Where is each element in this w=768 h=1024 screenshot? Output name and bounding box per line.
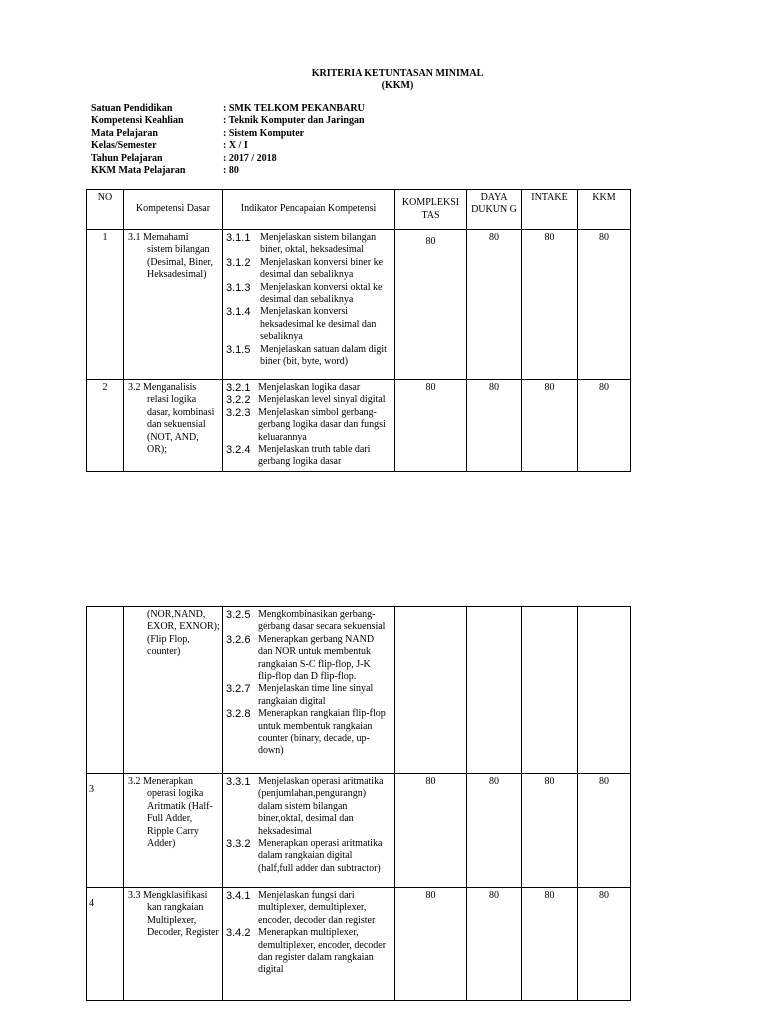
- cell-no: 4: [87, 888, 124, 1001]
- indicator-item: 3.3.2 Menerapkan operasi aritmatika dalam rangkaian digital (half,full adder dan subtractor): [226, 838, 383, 874]
- cell-kkm: 80: [578, 230, 631, 380]
- info-value: : Sistem Komputer: [223, 127, 305, 139]
- cell-kompleksitas: 80: [395, 774, 467, 888]
- indicator-item: 3.2.2 Menjelaskan level sinyal digital: [226, 394, 386, 407]
- info-value: : X / I: [223, 140, 248, 152]
- kkm-table-part-2: [86, 606, 631, 1001]
- cell-kompleksitas: 80: [395, 230, 467, 380]
- title-line-2: (KKM): [381, 80, 414, 91]
- indicator-item: 3.2.5 Mengkombinasikan gerbang-gerbang dasar secara sekuensial: [226, 609, 386, 633]
- document-title: [0, 68, 768, 92]
- cell-daya-dukung: 80: [467, 888, 522, 1001]
- header-kkm: KKM: [578, 190, 631, 230]
- cell-kkm: [578, 607, 631, 774]
- indicator-item: 3.2.3 Menjelaskan simbol gerbang-gerbang logika dasar dan fungsi keluarannya: [226, 406, 386, 443]
- indicator-item: 3.3.1 Menjelaskan operasi aritmatika (penjumlahan,pengurangn) dalam sistem bilangan biner,oktal, desimal dan heksadesimal: [226, 776, 384, 837]
- header-daya-dukung: DAYA DUKUN G: [467, 190, 522, 230]
- cell-kkm: 80: [578, 888, 631, 1001]
- cell-intake: 80: [522, 774, 578, 888]
- cell-indikator: [223, 888, 395, 1001]
- cell-intake: 80: [522, 888, 578, 1001]
- cell-daya-dukung: 80: [467, 230, 522, 380]
- indicator-item: 3.1.2 Menjelaskan konversi biner ke desimal dan sebaliknya: [226, 256, 384, 281]
- cell-daya-dukung: [467, 607, 522, 774]
- kkm-table-part-1: [86, 189, 631, 472]
- indicator-item: 3.2.8 Menerapkan rangkaian flip-flop untuk membentuk rangkaian counter (binary, decade, up-down): [226, 708, 386, 757]
- indicator-item: 3.4.2 Menerapkan multiplexer, demultiplexer, encoder, decoder dan register dalam rangkaian digital: [226, 927, 387, 976]
- cell-kompetensi-dasar: 3.1 Memahami sistem bilangan (Desimal, Biner, Heksadesimal): [124, 230, 223, 380]
- info-row: [91, 153, 365, 165]
- cell-kompetensi-dasar: 3.3 Mengklasifikasi kan rangkaian Multiplexer, Decoder, Register: [124, 888, 223, 1001]
- cell-indikator: [223, 230, 395, 380]
- info-value: : 80: [223, 165, 239, 177]
- header-indikator: Indikator Pencapaian Kompetensi: [223, 190, 395, 230]
- cell-no: 2: [87, 380, 124, 472]
- info-label: Tahun Pelajaran: [91, 152, 163, 164]
- indicator-item: 3.2.6 Menerapkan gerbang NAND dan NOR untuk membentuk rangkaian S-C flip-flop, J-K flip-flop dan D flip-flop.: [226, 633, 375, 683]
- info-label: Kelas/Semester: [91, 140, 157, 152]
- info-label: Kompetensi Keahlian: [91, 115, 184, 127]
- info-row: [91, 140, 365, 152]
- cell-kompetensi-dasar: 3.2 Menganalisis relasi logika dasar, kombinasi dan sekuensial (NOT, AND, OR);: [124, 380, 223, 472]
- table-row: [87, 230, 631, 380]
- info-label: Mata Pelajaran: [91, 127, 158, 139]
- indicator-item: 3.2.1 Menjelaskan logika dasar: [226, 382, 361, 394]
- info-row: [91, 103, 365, 115]
- header-kompetensi-dasar: Kompetensi Dasar: [124, 190, 223, 230]
- cell-indikator: [223, 607, 395, 774]
- indicator-item: 3.1.3 Menjelaskan konversi oktal ke desimal dan sebaliknya: [226, 281, 383, 306]
- indicator-item: 3.4.1 Menjelaskan fungsi dari multiplexer, demultiplexer, encoder, decoder dan register: [226, 890, 376, 926]
- info-value: : SMK TELKOM PEKANBARU: [223, 103, 365, 114]
- cell-intake: [522, 607, 578, 774]
- cell-kkm: 80: [578, 380, 631, 472]
- indicator-item: 3.1.4 Menjelaskan konversi heksadesimal ke desimal dan sebaliknya: [226, 306, 377, 343]
- table-row: [87, 607, 631, 774]
- table-row: [87, 888, 631, 1001]
- cell-daya-dukung: 80: [467, 380, 522, 472]
- info-row: [91, 115, 365, 127]
- header-no: NO: [87, 190, 124, 230]
- cell-intake: 80: [522, 380, 578, 472]
- cell-kkm: 80: [578, 774, 631, 888]
- identity-block: [91, 103, 365, 177]
- cell-kompleksitas: 80: [395, 888, 467, 1001]
- info-value: : Teknik Komputer dan Jaringan: [223, 115, 365, 127]
- cell-kompleksitas: 80: [395, 380, 467, 472]
- info-label: KKM Mata Pelajaran: [91, 165, 186, 177]
- indicator-item: 3.1.1 Menjelaskan sistem bilangan biner, oktal, heksadesimal: [226, 232, 377, 256]
- table-header-row: [87, 190, 631, 230]
- cell-indikator: [223, 774, 395, 888]
- info-row: [91, 165, 365, 177]
- table-row: [87, 380, 631, 472]
- title-line-1: KRITERIA KETUNTASAN MINIMAL: [311, 68, 484, 79]
- info-value: : 2017 / 2018: [223, 152, 277, 164]
- info-row: [91, 128, 365, 140]
- indicator-item: 3.2.4 Menjelaskan truth table dari gerbang logika dasar: [226, 444, 371, 468]
- table-row: [87, 774, 631, 888]
- cell-no: 3: [87, 774, 124, 888]
- cell-kompetensi-dasar: 3.2 Menerapkan operasi logika Aritmatik (Half-Full Adder, Ripple Carry Adder): [124, 774, 223, 888]
- cell-intake: 80: [522, 230, 578, 380]
- cell-no: [87, 607, 124, 774]
- info-label: Satuan Pendidikan: [91, 103, 173, 114]
- cell-daya-dukung: 80: [467, 774, 522, 888]
- indicator-item: 3.1.5 Menjelaskan satuan dalam digit biner (bit, byte, word): [226, 343, 387, 368]
- cell-indikator: [223, 380, 395, 472]
- indicator-item: 3.2.7 Menjelaskan time line sinyal rangkaian digital: [226, 683, 374, 707]
- cell-kompleksitas: [395, 607, 467, 774]
- cell-kompetensi-dasar: (NOR,NAND, EXOR, EXNOR); (Flip Flop, counter): [124, 607, 223, 774]
- header-intake: INTAKE: [522, 190, 578, 230]
- header-kompleksitas: KOMPLEKSI TAS: [395, 190, 467, 230]
- cell-no: 1: [87, 230, 124, 380]
